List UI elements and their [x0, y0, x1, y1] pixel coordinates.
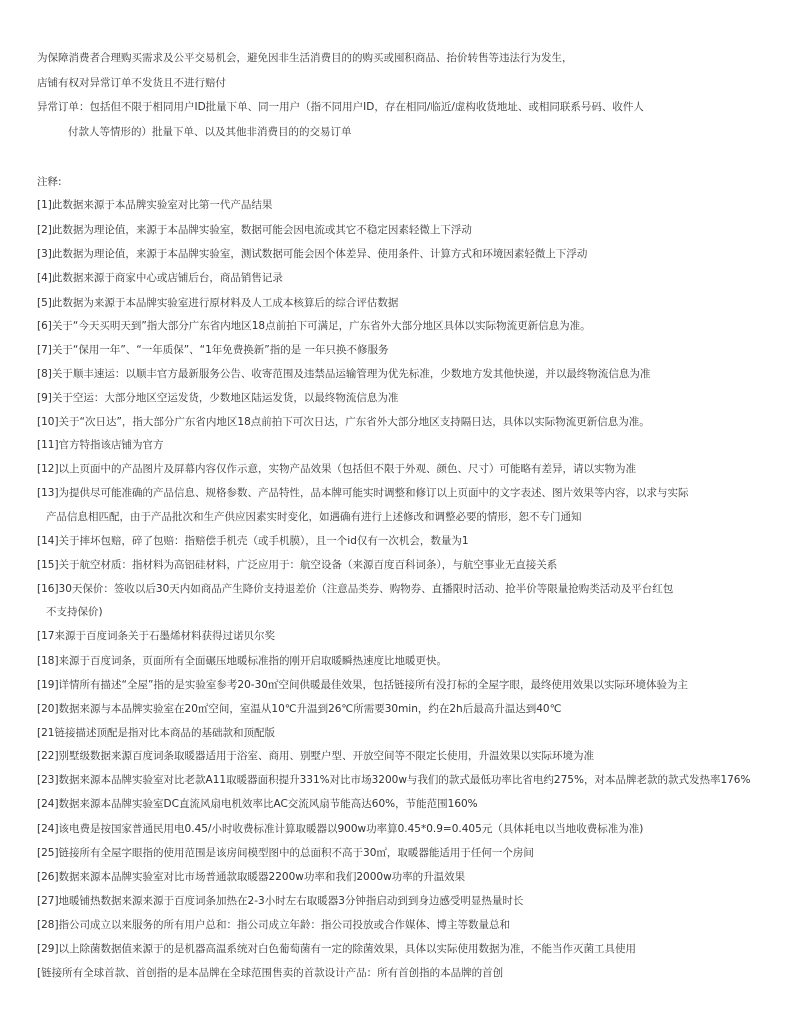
note-item: [17来源于百度词条关于石墨烯材料获得过诺贝尔奖 — [37, 630, 275, 642]
note-item: [10]关于“次日达”，指大部分广东省内地区18点前拍下可次日达，广东省外大部分地区支持隔日达，具体以实际物流更新信息为准。 — [37, 416, 650, 428]
note-item: [27]地暖铺热数据来源来源于百度词条加热在2-3小时左右取暖器3分钟指启动到到身边感受明显热量时长 — [37, 895, 524, 907]
intro-line-2: 店铺有权对异常订单不发货且不进行赔付 — [37, 77, 226, 89]
note-item-continuation: 不支持保价) — [46, 606, 103, 618]
note-item: [链接所有全球首款、首创指的是本品牌在全球范围售卖的首款设计产品：所有首创指的本品牌的首创 — [37, 967, 504, 979]
note-item: [1]此数据来源于本品牌实验室对比第一代产品结果 — [37, 199, 273, 211]
note-item: [20]数据来源与本品牌实验室在20㎡空间，室温从10℃升温到26℃所需要30min，约在2h后最高升温达到40℃ — [37, 703, 562, 715]
intro-line-3: 异常订单：包括但不限于相同用户ID批量下单、同一用户（指不同用户ID，存在相同/临近/虚构收货地址、或相同联系号码、收件人 — [37, 101, 644, 113]
note-item: [12]以上页面中的产品图片及屏幕内容仅作示意，实物产品效果（包括但不限于外观、颜色、尺寸）可能略有差异，请以实物为准 — [37, 463, 637, 475]
note-item: [15]关于航空材质：指材料为高铝硅材料，广泛应用于：航空设备（来源百度百科词条），与航空事业无直接关系 — [37, 559, 558, 571]
note-item: [21链接描述顶配是指对比本商品的基础款和顶配版 — [37, 727, 275, 739]
note-item: [25]链接所有全屋字眼指的使用范围是该房间模型图中的总面积不高于30㎡，取暖器能适用于任何一个房间 — [37, 847, 534, 859]
note-item: [23]数据来源本品牌实验室对比老款A11取暖器面积提升331%对比市场3200w与我们的款式最低功率比省电约275%，对本品牌老款的款式发热率176% — [37, 774, 751, 786]
note-item: [9]关于空运：大部分地区空运发货，少数地区陆运发货，以最终物流信息为准 — [37, 392, 399, 404]
note-item: [8]关于顺丰速运：以顺丰官方最新服务公告、收寄范围及违禁品运输管理为优先标准，少数地方发其他快递，并以最终物流信息为准 — [37, 368, 651, 380]
note-item: [6]关于“今天买明天到”指大部分广东省内地区18点前拍下可满足，广东省外大部分地区具体以实际物流更新信息为准。 — [37, 320, 591, 332]
intro-line-4: 付款人等情形的）批量下单、以及其他非消费目的的交易订单 — [68, 126, 352, 138]
note-item: [3]此数据为理论值，来源于本品牌实验室，测试数据可能会因个体差异、使用条件、计算方式和环境因素轻微上下浮动 — [37, 248, 588, 260]
note-item: [26]数据来源本品牌实验室对比市场普通款取暖器2200w功率和我们2000w功率的升温效果 — [37, 871, 466, 883]
note-item: [5]此数据为来源于本品牌实验室进行原材料及人工成本核算后的综合评估数据 — [37, 297, 399, 309]
notes-heading: 注释: — [37, 176, 62, 188]
note-item: [28]指公司成立以来服务的所有用户总和：指公司成立年龄：指公司投放或合作媒体、博主等数量总和 — [37, 919, 511, 931]
note-item: [16]30天保价：签收以后30天内如商品产生降价支持退差价（注意品类券、购物券、直播限时活动、抢半价等限量抢购类活动及平台红包 — [37, 583, 674, 595]
note-item: [14]关于摔坏包赔，碎了包赔：指赔偿手机壳（或手机膜），且一个id仅有一次机会，数量为1 — [37, 535, 469, 547]
note-item: [7]关于“保用一年”、“一年质保”、“1年免费换新”指的是 一年只换不修服务 — [37, 344, 389, 356]
note-item: [18]来源于百度词条，页面所有全面碾压地暖标准指的刚开启取暖瞬热速度比地暖更快。 — [37, 655, 448, 667]
note-item-continuation: 产品信息相匹配，由于产品批次和生产供应因素实时变化，如遇确有进行上述修改和调整必要的情形，恕不专门通知 — [46, 511, 582, 523]
note-item: [22]别墅级数据来源百度词条取暖器适用于浴室、商用、别墅户型、开放空间等不限定长使用，升温效果以实际环境为准 — [37, 750, 595, 762]
note-item: [4]此数据来源于商家中心或店铺后台，商品销售记录 — [37, 272, 283, 284]
note-item: [13]为提供尽可能准确的产品信息、规格参数、产品特性，品本牌可能实时调整和修订以上页面中的文字表述、图片效果等内容，以求与实际 — [37, 487, 689, 499]
intro-line-1: 为保障消费者合理购买需求及公平交易机会，避免因非生活消费目的的购买或囤积商品、抬价转售等违法行为发生， — [37, 52, 573, 64]
note-item: [24]数据来源本品牌实验室DC直流风扇电机效率比AC交流风扇节能高达60%，节能范围160% — [37, 798, 478, 810]
note-item: [29]以上除菌数据值来源于的是机器高温系统对白色葡萄菌有一定的除菌效果，具体以实际使用数据为准，不能当作灭菌工具使用 — [37, 943, 637, 955]
note-item: [24]该电费是按国家普通民用电0.45/小时收费标准计算取暖器以900w功率算0.45*0.9=0.405元（具体耗电以当地收费标准为准) — [37, 823, 644, 835]
note-item: [11]官方特指该店铺为官方 — [37, 439, 164, 451]
note-item: [19]详情所有描述“全屋”指的是实验室参考20-30㎡空间供暖最佳效果，包括链接所有没打标的全屋字眼，最终使用效果以实际环境体验为主 — [37, 679, 688, 691]
note-item: [2]此数据为理论值，来源于本品牌实验室，数据可能会因电流或其它不稳定因素轻微上下浮动 — [37, 224, 472, 236]
